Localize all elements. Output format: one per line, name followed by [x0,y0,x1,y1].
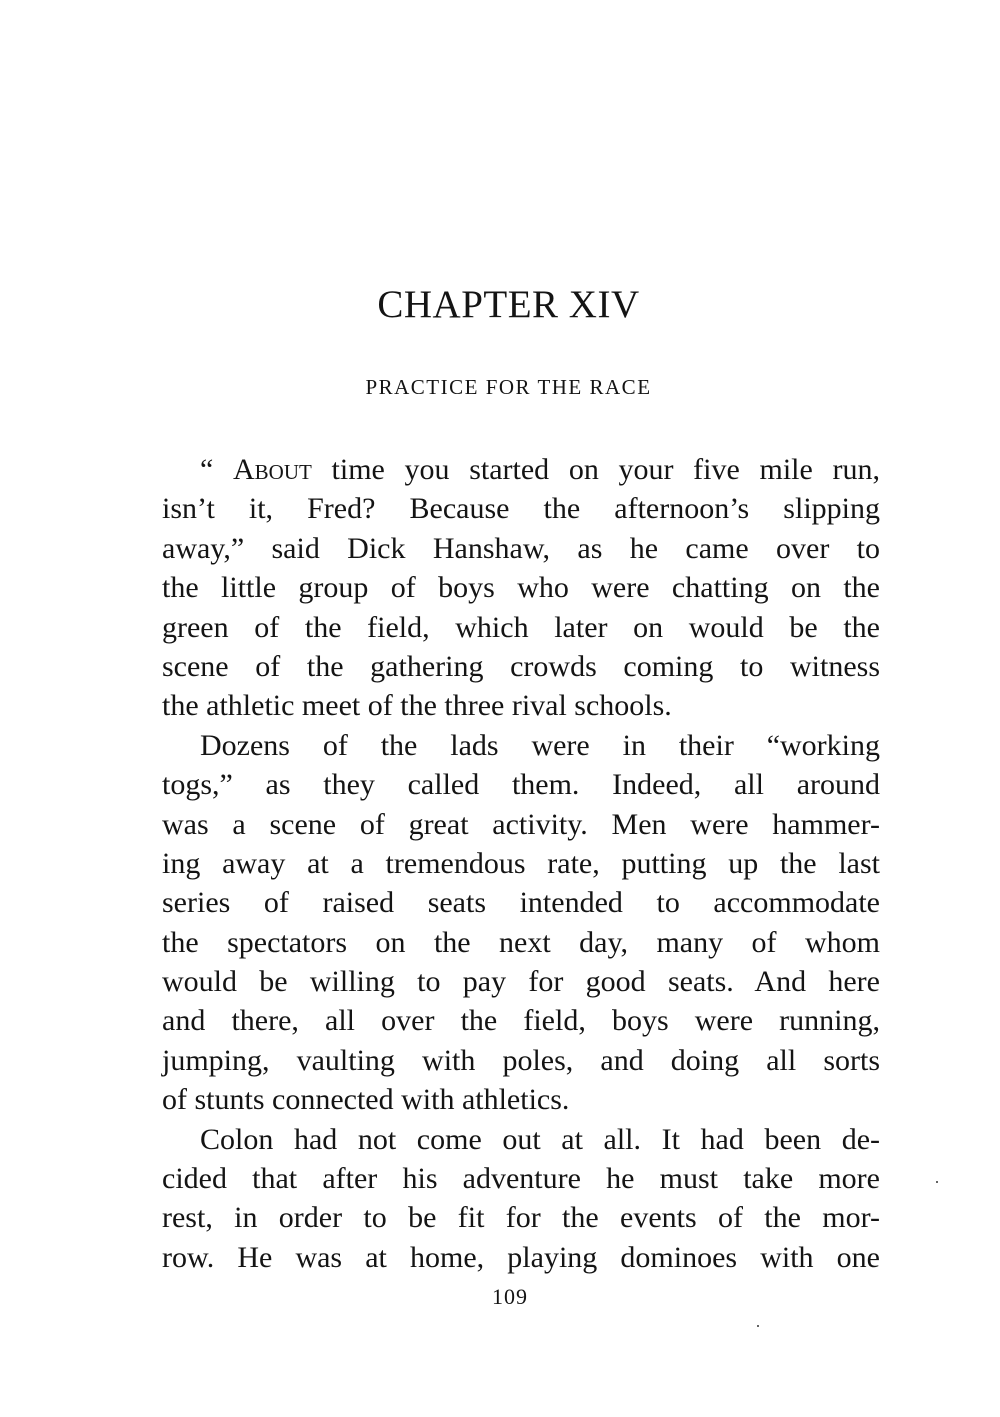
text-line: series of raised seats intended to accommodate [162,886,880,920]
paragraph-2 [162,726,880,1120]
paragraph-3 [162,1120,880,1278]
text-line: away,” said Dick Hanshaw, as he came over to [162,531,880,565]
text-line: would be willing to pay for good seats. And here [162,965,880,999]
page-number: 109 [492,1284,528,1309]
text-line: Colon had not come out at all. It had been de- [200,1122,880,1156]
text-line: green of the field, which later on would be the [162,610,880,644]
text-line: the little group of boys who were chatting on the [162,571,880,605]
small-caps-lead: About [233,453,312,486]
text-line: the spectators on the next day, many of whom [162,925,880,959]
chapter-subtitle: PRACTICE FOR THE RACE [365,375,652,399]
text-line: and there, all over the field, boys were running, [162,1004,880,1038]
scan-speck [757,1325,759,1327]
chapter-title: CHAPTER XIV [377,283,640,326]
text-line: was a scene of great activity. Men were hammer- [162,807,880,841]
text-line: of stunts connected with athletics. [162,1083,570,1117]
body-text [162,450,880,1277]
text-line: row. He was at home, playing dominoes with one [162,1240,880,1274]
text-line: the athletic meet of the three rival schools. [162,689,672,723]
text-line: rest, in order to be fit for the events of the mor- [162,1201,880,1235]
scan-speck [936,1181,938,1183]
text-line: isn’t it, Fred? Because the afternoon’s slipping [162,492,880,526]
text-line: jumping, vaulting with poles, and doing all sorts [162,1043,880,1077]
text-line: scene of the gathering crowds coming to witness [162,649,880,683]
text-line: cided that after his adventure he must take more [162,1162,880,1196]
line-text: time you started on your five mile run, [311,453,880,486]
open-quote: “ [200,453,233,486]
text-line: Dozens of the lads were in their “working [200,728,880,762]
text-line: togs,” as they called them. Indeed, all around [162,768,880,802]
text-line [162,450,880,489]
paragraph-1 [162,450,880,726]
text-line: ing away at a tremendous rate, putting up the last [162,846,880,880]
